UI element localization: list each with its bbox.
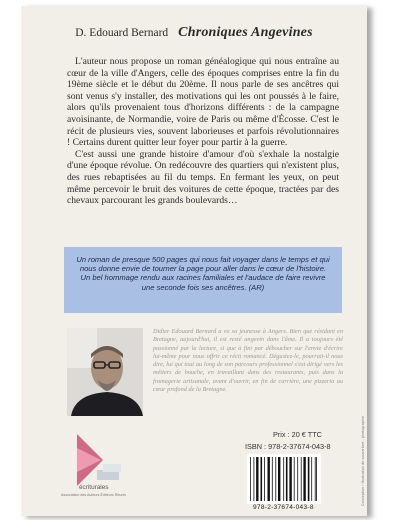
cover-header — [21, 23, 367, 41]
publisher-subtitle: Association des Auteurs-Éditeurs Réunis — [61, 493, 126, 497]
review-text: Un roman de presque 500 pages qui nous fait voyager dans le temps et qui nous donne envie de tourner la page pour aller dans le cœur de l'histoire. Un bel hommage rendu aux racines familiales et l'audace de faire revivre une seconde fois ses ancêtres. (AR) — [76, 255, 330, 292]
review-highlight-box — [64, 247, 342, 313]
author-photo — [67, 328, 143, 416]
book-back-cover — [21, 6, 367, 516]
book-title: Chroniques Angevines — [178, 25, 313, 40]
isbn-label: ISBN : 978-2-37674-043-8 — [245, 442, 331, 451]
barcode-icon — [247, 454, 321, 504]
author-name: D. Edouard Bernard — [75, 27, 169, 39]
price-label: Prix : 20 € TTC — [273, 430, 322, 439]
publisher-name: écriturales — [79, 484, 109, 491]
spine-credit: Conception / Illustration de couverture - photographie — [361, 415, 365, 506]
synopsis — [67, 56, 339, 207]
synopsis-paragraph-2: C'est aussi une grande histoire d'amour d'où s'exhale la nostalgie d'une époque révolue. On redécouvre des quartiers qui n'existent plus, des rues rebaptisées au fil du temps. En fermant les yeux, on peut même percevoir le bruit des voitures de cette époque, tractées par des chevaux parcourant les grands boulevards… — [67, 148, 339, 207]
author-portrait-icon — [67, 328, 143, 416]
barcode-number: 978-2-37674-043-8 — [253, 504, 314, 511]
author-biography: Didier Edouard Bernard a vu sa jeunesse à Angers. Bien que résidant en Bretagne, aujourd'hui, il est resté angevin dans l'âme. Il a toujours été passionné par la lecture, si que à fini par déboucher sur l'envie d'écrire lui-même pour nous offrir ce récit romancé. Dégustez-le, pourrait-il nous dire, lui qui tout au long de son parcours professionnel s'est dirigé vers les métiers de bouche, en travaillant dans des restaurants, puis dans la fromagerie artisanale, avant d'ouvrir, en fin de carrière, une pizzeria au cœur profond de la Bretagne. — [153, 328, 343, 394]
publisher-logo-icon — [67, 430, 127, 490]
synopsis-paragraph-1: L'auteur nous propose un roman généalogique qui nous entraîne au cœur de la ville d'Angers, celle des époques comprises entre la fin du 19ème siècle et le début du 20ème. Il nous parle de ses ancêtres qui sont venus s'y installer, des motivations qui les ont poussés à le faire, alors qu'ils provenaient tous d'horizons différents : de la campagne avoisinante, de Normandie, voire de Paris ou même d'Écosse. C'est le récit de plusieurs vies, souvent laborieuses et parfois révolutionnaires ! Certains durent quitter leur foyer pour partir à la guerre. — [67, 56, 339, 149]
